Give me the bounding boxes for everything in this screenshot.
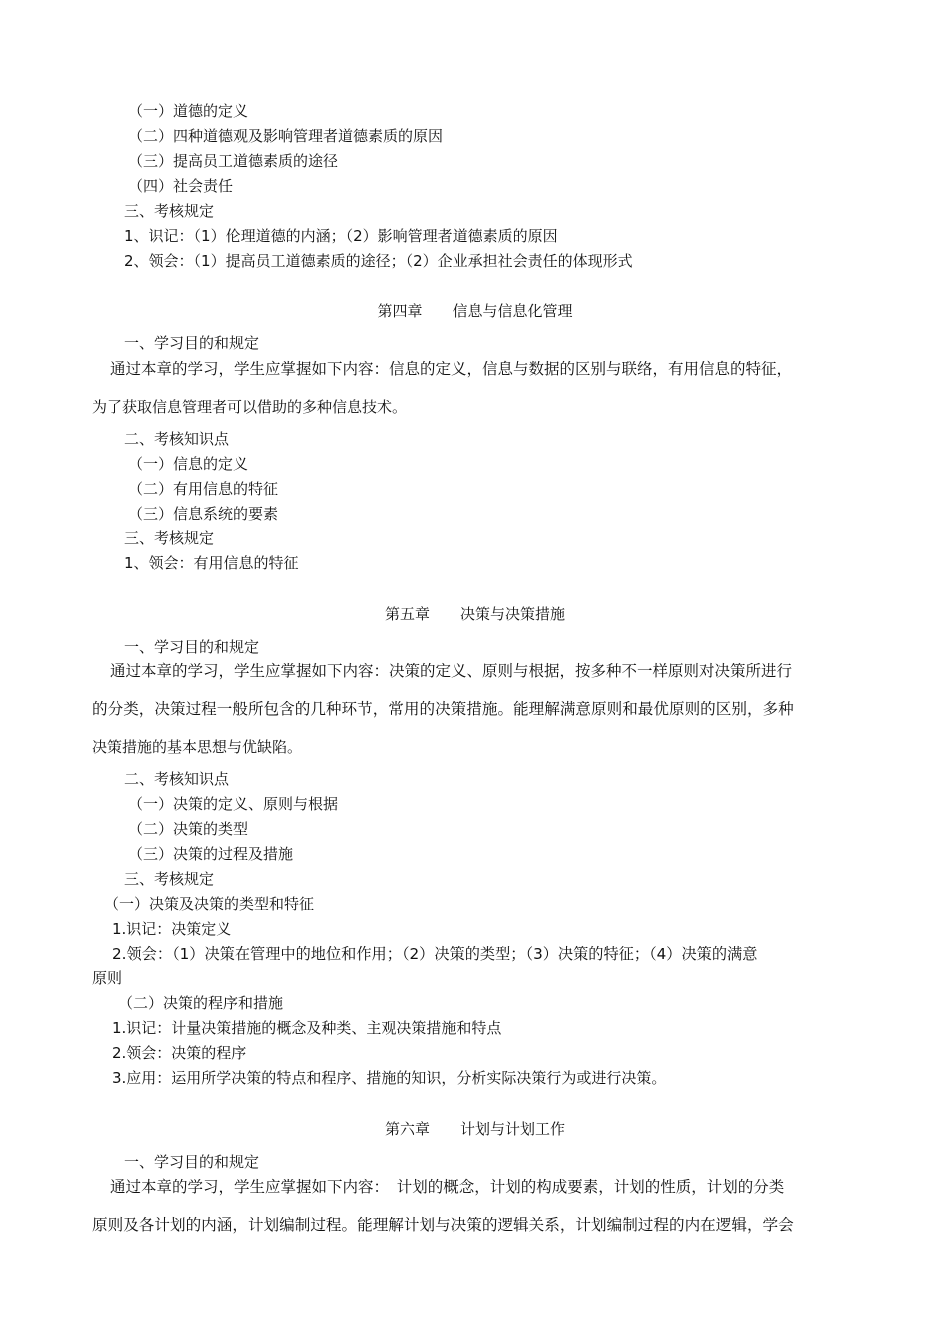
paragraph-line: 原则及各计划的内涵，计划编制过程。能理解计划与决策的逻辑关系，计划编制过程的内在逻辑，学会 — [92, 1216, 794, 1234]
item-1: （一）决策的定义、原则与根据 — [128, 795, 339, 813]
item-1: （一）信息的定义 — [128, 455, 249, 473]
item-3: （三）提高员工道德素质的途径 — [128, 152, 339, 170]
section-heading: 一、学习目的和规定 — [124, 334, 260, 352]
section-heading: 一、学习目的和规定 — [124, 638, 260, 656]
section-heading: 三、考核规定 — [124, 529, 215, 547]
item-3: （三）信息系统的要素 — [128, 505, 279, 523]
paragraph-line: 的分类，决策过程一般所包含的几种环节，常用的决策措施。能理解满意原则和最优原则的区别，多种 — [92, 700, 794, 718]
subsection-heading: （二）决策的程序和措施 — [118, 994, 284, 1012]
section-heading: 一、学习目的和规定 — [124, 1153, 260, 1171]
section-heading: 二、考核知识点 — [124, 430, 230, 448]
item-1: （一）道德的定义 — [128, 102, 249, 120]
requirement-line: 1.识记：决策定义 — [112, 920, 232, 938]
paragraph-line: 决策措施的基本思想与优缺陷。 — [92, 738, 303, 756]
paragraph-line: 通过本章的学习，学生应掌握如下内容：信息的定义，信息与数据的区别与联络，有用信息的特征， — [110, 360, 793, 378]
requirement-line: 3.应用：运用所学决策的特点和程序、措施的知识，分析实际决策行为或进行决策。 — [112, 1069, 667, 1087]
subsection-heading: （一）决策及决策的类型和特征 — [104, 895, 315, 913]
requirement-line: 2.领会：决策的程序 — [112, 1044, 247, 1062]
section-heading: 三、考核规定 — [124, 202, 215, 220]
chapter-title: 第五章 决策与决策措施 — [384, 605, 565, 623]
requirement-line: 原则 — [92, 969, 123, 987]
item-2: （二）有用信息的特征 — [128, 480, 279, 498]
requirement-line: 1、识记：（1）伦理道德的内涵；（2）影响管理者道德素质的原因 — [124, 227, 558, 245]
requirement-line: 2.领会：（1）决策在管理中的地位和作用；（2）决策的类型；（3）决策的特征；（4）决策的满意 — [112, 945, 758, 963]
requirement-line: 2、领会：（1）提高员工道德素质的途径；（2）企业承担社会责任的体现形式 — [124, 252, 633, 270]
item-2: （二）四种道德观及影响管理者道德素质的原因 — [128, 127, 444, 145]
chapter-title: 第六章 计划与计划工作 — [384, 1120, 565, 1138]
paragraph-line: 通过本章的学习，学生应掌握如下内容： 计划的概念，计划的构成要素，计划的性质，计划的分类 — [110, 1178, 785, 1196]
paragraph-line: 通过本章的学习，学生应掌握如下内容：决策的定义、原则与根据，按多种不一样原则对决策所进行 — [110, 662, 793, 680]
item-3: （三）决策的过程及措施 — [128, 845, 294, 863]
chapter-title: 第四章 信息与信息化管理 — [377, 302, 573, 320]
item-4: （四）社会责任 — [128, 177, 234, 195]
section-heading: 二、考核知识点 — [124, 770, 230, 788]
requirement-line: 1.识记：计量决策措施的概念及种类、主观决策措施和特点 — [112, 1019, 502, 1037]
item-2: （二）决策的类型 — [128, 820, 249, 838]
paragraph-line: 为了获取信息管理者可以借助的多种信息技术。 — [92, 398, 408, 416]
section-heading: 三、考核规定 — [124, 870, 215, 888]
requirement-line: 1、领会：有用信息的特征 — [124, 554, 299, 572]
